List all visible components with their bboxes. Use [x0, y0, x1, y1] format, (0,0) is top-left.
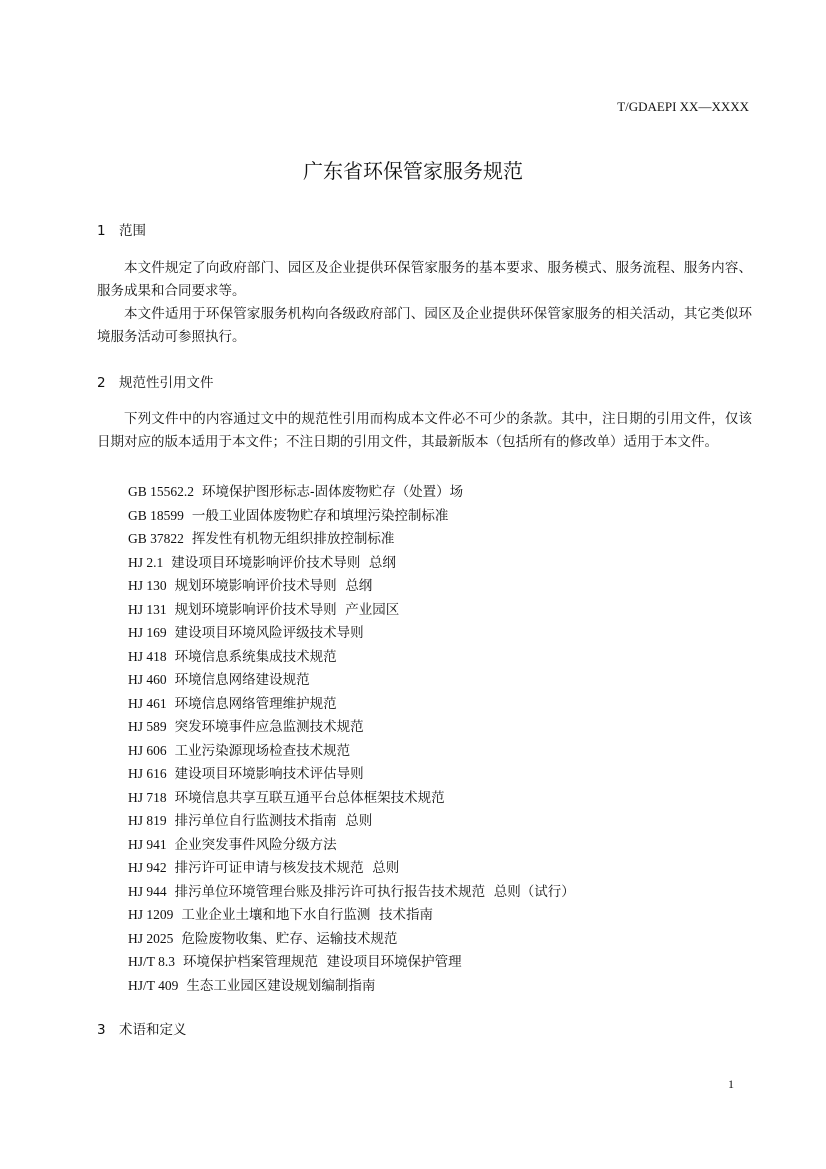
scope-paragraph-1: 本文件规定了向政府部门、园区及企业提供环保管家服务的基本要求、服务模式、服务流程、服务内容、服务成果和合同要求等。	[97, 260, 752, 299]
reference-item	[128, 504, 575, 528]
reference-item	[128, 927, 575, 951]
reference-name: 环境信息网络管理维护规范	[174, 695, 337, 712]
reference-name: 排污单位环境管理台账及排污许可执行报告技术规范 总则（试行）	[174, 883, 575, 900]
reference-item	[128, 786, 575, 810]
section-heading-scope	[97, 219, 146, 239]
reference-code: HJ/T 8.3	[128, 954, 176, 969]
section-heading-normative-references	[97, 371, 214, 391]
reference-item	[128, 903, 575, 927]
reference-code: HJ 2.1	[128, 554, 164, 570]
reference-item	[128, 551, 575, 575]
section-title: 范围	[119, 223, 146, 239]
document-title: 广东省环保管家服务规范	[303, 159, 523, 183]
reference-item	[128, 762, 575, 786]
reference-item	[128, 668, 575, 692]
reference-item	[128, 950, 575, 974]
reference-name: 规划环境影响评价技术导则 总纲	[174, 578, 373, 594]
reference-name: 环境保护档案管理规范 建设项目环境保护管理	[183, 954, 462, 970]
reference-code: HJ 589	[128, 719, 167, 734]
reference-code: HJ/T 409	[128, 977, 179, 993]
reference-code: GB 37822	[128, 531, 184, 546]
reference-name: 建设项目环境风险评级技术导则	[174, 625, 364, 641]
reference-item	[128, 715, 575, 739]
reference-name: 一般工业固体废物贮存和填埋污染控制标准	[191, 507, 449, 524]
reference-code: HJ 616	[128, 766, 167, 781]
standard-code: T/GDAEPI XX—XXXX	[617, 99, 749, 114]
reference-code: HJ 460	[128, 672, 167, 687]
reference-name: 建设项目环境影响技术评估导则	[174, 766, 364, 782]
reference-item	[128, 621, 575, 645]
reference-name: 建设项目环境影响评价技术导则 总纲	[171, 554, 396, 571]
reference-item	[128, 739, 575, 763]
reference-item	[128, 692, 575, 716]
reference-item	[128, 574, 575, 598]
reference-code: GB 18599	[128, 507, 184, 523]
reference-code: HJ 819	[128, 813, 167, 828]
reference-code: HJ 942	[128, 860, 167, 875]
reference-name: 生态工业园区建设规划编制指南	[186, 977, 376, 994]
normative-intro-paragraph: 下列文件中的内容通过文中的规范性引用而构成本文件必不可少的条款。其中，注日期的引用文件，仅该日期对应的版本适用于本文件；不注日期的引用文件，其最新版本（包括所有的修改单）适用于本文件。	[97, 411, 752, 450]
section-number: 3	[97, 1022, 106, 1038]
reference-code: HJ 718	[128, 789, 167, 805]
reference-code: HJ 418	[128, 648, 167, 664]
section-number: 1	[97, 223, 106, 239]
reference-item	[128, 833, 575, 857]
reference-item	[128, 809, 575, 833]
reference-name: 工业污染源现场检查技术规范	[174, 742, 351, 759]
reference-item	[128, 480, 575, 504]
reference-code: HJ 1209	[128, 907, 174, 922]
reference-name: 规划环境影响评价技术导则 产业园区	[174, 601, 400, 618]
reference-name: 工业企业土壤和地下水自行监测 技术指南	[181, 907, 433, 923]
reference-item	[128, 880, 575, 904]
reference-code: GB 15562.2	[128, 484, 195, 499]
reference-name: 突发环境事件应急监测技术规范	[174, 719, 364, 735]
page-number: 1	[728, 1077, 734, 1091]
reference-code: HJ 2025	[128, 930, 174, 946]
reference-list	[128, 480, 575, 997]
reference-name: 排污许可证申请与核发技术规范 总则	[174, 860, 400, 876]
reference-name: 环境信息系统集成技术规范	[174, 648, 337, 665]
reference-code: HJ 941	[128, 836, 167, 852]
scope-paragraph-2: 本文件适用于环保管家服务机构向各级政府部门、园区及企业提供环保管家服务的相关活动，其它类似环境服务活动可参照执行。	[97, 306, 752, 345]
section-title: 术语和定义	[119, 1022, 187, 1038]
reference-name: 环境保护图形标志-固体废物贮存（处置）场	[202, 484, 464, 500]
section-number: 2	[97, 375, 106, 391]
reference-item	[128, 527, 575, 551]
reference-item	[128, 645, 575, 669]
reference-name: 企业突发事件风险分级方法	[174, 836, 337, 853]
reference-name: 排污单位自行监测技术指南 总则	[174, 813, 373, 829]
reference-name: 环境信息共享互联互通平台总体框架技术规范	[174, 789, 445, 806]
reference-code: HJ 169	[128, 625, 167, 640]
reference-code: HJ 606	[128, 742, 167, 758]
reference-code: HJ 131	[128, 601, 167, 617]
section-heading-terms	[97, 1018, 187, 1038]
reference-name: 环境信息网络建设规范	[174, 672, 310, 688]
reference-code: HJ 944	[128, 883, 167, 899]
reference-code: HJ 130	[128, 578, 167, 593]
reference-name: 挥发性有机物无组织排放控制标准	[191, 531, 395, 547]
reference-item	[128, 856, 575, 880]
section-title: 规范性引用文件	[119, 375, 214, 391]
reference-name: 危险废物收集、贮存、运输技术规范	[181, 930, 398, 947]
reference-code: HJ 461	[128, 695, 167, 711]
reference-item	[128, 974, 575, 998]
reference-item	[128, 598, 575, 622]
